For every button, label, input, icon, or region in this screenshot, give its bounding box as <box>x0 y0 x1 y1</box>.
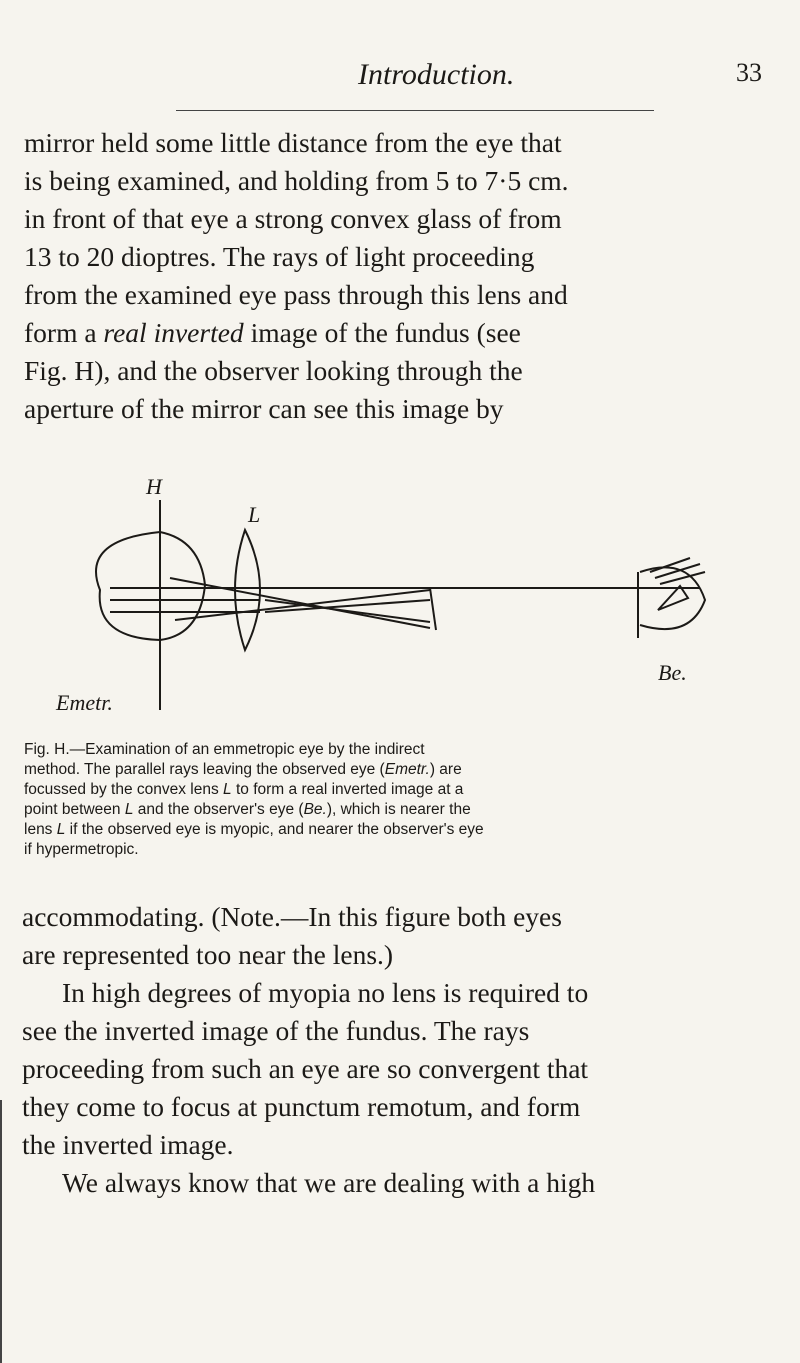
caption-fragment: method. The parallel rays leaving the observed eye ( <box>24 761 385 778</box>
text-line: are represented too near the lens.) <box>22 939 394 970</box>
caption-fragment: lens <box>24 821 57 838</box>
optics-diagram <box>0 460 800 730</box>
text-line: they come to focus at punctum remotum, and form <box>22 1091 581 1122</box>
caption-italic: L <box>124 801 134 818</box>
observed-eye <box>96 532 205 640</box>
text-line: aperture of the mirror can see this image by <box>24 393 504 424</box>
caption-italic: L <box>223 781 232 798</box>
margin-rule <box>0 1100 2 1363</box>
running-title: Introduction. <box>358 58 515 91</box>
observer-eye-lens <box>658 586 688 610</box>
caption-fragment: ), which is nearer the <box>326 801 471 818</box>
caption-fragment: ) are <box>429 761 462 778</box>
text-line: Fig. H), and the observer looking through the <box>24 355 523 386</box>
caption-line <box>24 800 684 820</box>
figure-h <box>0 460 800 730</box>
label-l: L <box>248 502 261 527</box>
figure-caption <box>24 740 684 860</box>
convex-lens-l <box>235 530 260 650</box>
text-line: from the examined eye pass through this lens and <box>24 279 568 310</box>
page-number: 33 <box>736 58 762 87</box>
caption-fragment: to form a real inverted image at a <box>231 781 464 798</box>
caption-fragment: and the observer's eye ( <box>133 801 304 818</box>
caption-line <box>24 780 684 800</box>
caption-italic: L <box>56 821 66 838</box>
paragraph-2 <box>22 898 682 1202</box>
caption-line: Fig. H.—Examination of an emmetropic eye by the indirect <box>24 741 425 758</box>
caption-line <box>24 760 684 780</box>
text-line: the inverted image. <box>22 1129 234 1160</box>
page-header <box>0 58 800 108</box>
text-line <box>24 314 684 352</box>
label-emmetr: Emetr. <box>56 690 113 715</box>
paragraph-1 <box>24 124 684 428</box>
text-line: 13 to 20 dioptres. The rays of light proceeding <box>24 241 535 272</box>
label-h: H <box>146 474 162 499</box>
observer-eye-lashes <box>650 558 705 584</box>
text-line: is being examined, and holding from 5 to 7·5 cm. <box>24 165 569 196</box>
text-line: In high degrees of myopia no lens is required to <box>62 977 589 1008</box>
caption-line <box>24 820 684 840</box>
caption-fragment: point between <box>24 801 125 818</box>
observer-eye <box>640 567 705 629</box>
caption-fragment: if the observed eye is myopic, and nearer the observer's eye <box>65 821 484 838</box>
text-fragment: form a <box>24 317 104 348</box>
text-line: accommodating. (Note.—In this figure both eyes <box>22 901 562 932</box>
header-rule <box>176 110 654 111</box>
label-be: Be. <box>658 660 687 685</box>
text-line: in front of that eye a strong convex glass of from <box>24 203 562 234</box>
italic-phrase: real inverted <box>103 317 244 348</box>
text-line: mirror held some little distance from the eye that <box>24 127 562 158</box>
caption-line: if hypermetropic. <box>24 841 139 858</box>
caption-italic: Be. <box>303 801 327 818</box>
text-line: proceeding from such an eye are so convergent that <box>22 1053 589 1084</box>
text-line: We always know that we are dealing with a high <box>62 1167 596 1198</box>
text-line: see the inverted image of the fundus. The rays <box>22 1015 530 1046</box>
inverted-image <box>430 588 436 630</box>
text-fragment: image of the fundus (see <box>243 317 521 348</box>
caption-italic: Emetr. <box>384 761 430 778</box>
caption-fragment: focussed by the convex lens <box>24 781 224 798</box>
